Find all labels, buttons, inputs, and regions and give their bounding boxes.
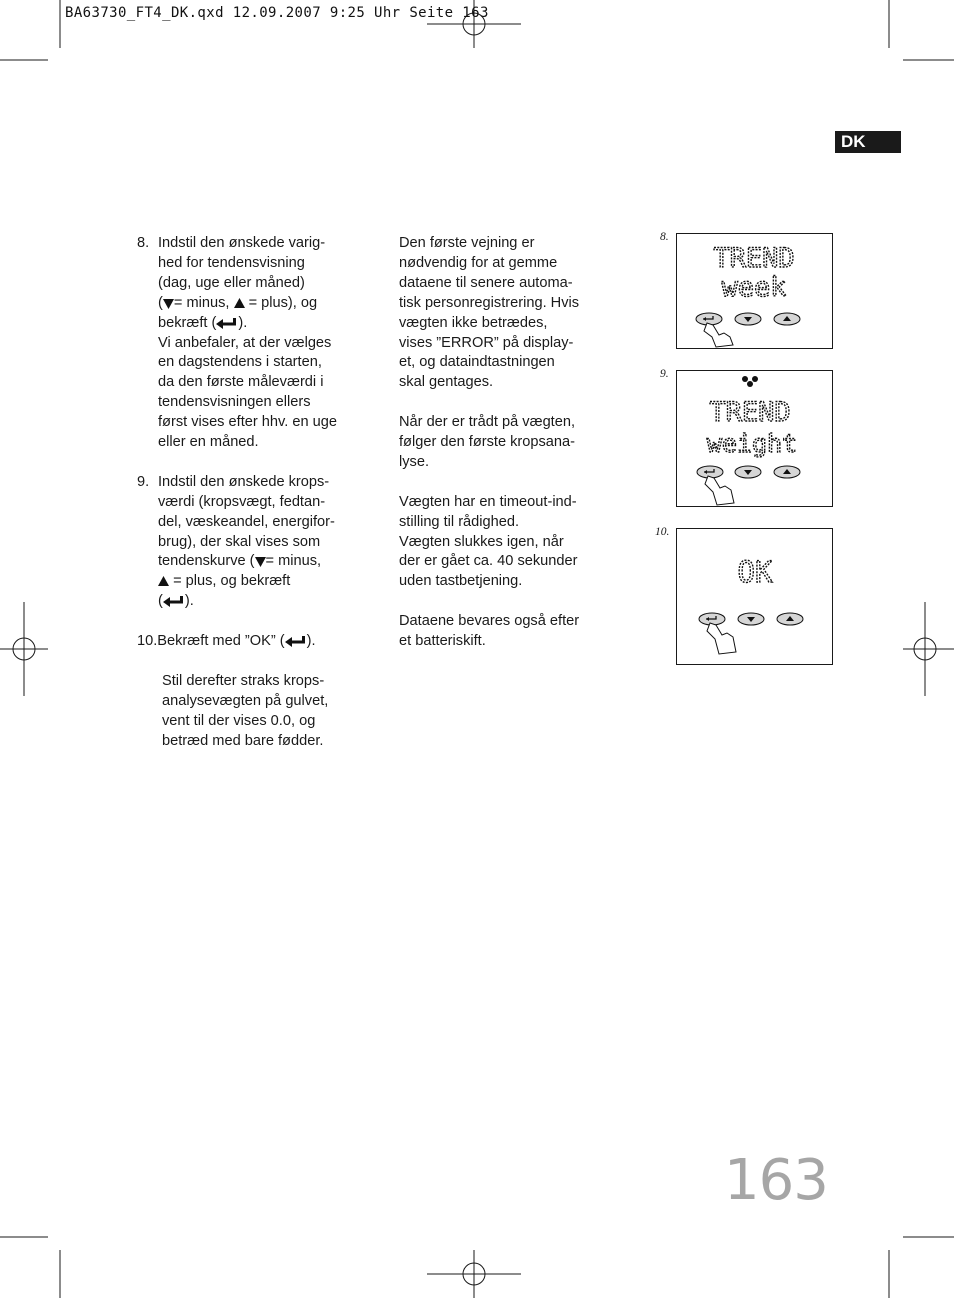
figure-label-10: 10. xyxy=(655,526,670,538)
text-line: vises ”ERROR” på display- xyxy=(399,334,574,351)
step-number: 9. xyxy=(137,473,150,490)
step-8 xyxy=(137,234,362,453)
note-line: Vi anbefaler, at der vælges xyxy=(158,334,332,351)
up-triangle-icon xyxy=(158,576,169,587)
note-line: tendensvisningen ellers xyxy=(158,394,311,411)
paragraph xyxy=(399,493,604,593)
down-triangle-icon xyxy=(163,298,174,309)
text-line: Når der er trådt på vægten, xyxy=(399,414,576,431)
down-triangle-icon xyxy=(255,556,266,567)
line-prefix: ( xyxy=(158,593,163,610)
step-line xyxy=(158,552,362,572)
plus-label: = plus), og xyxy=(248,294,318,311)
text-line: Vægten har en timeout-ind- xyxy=(399,493,577,510)
up-triangle-icon xyxy=(234,298,245,309)
display-figure-8 xyxy=(676,233,833,349)
enter-arrow-icon xyxy=(285,635,307,647)
lcd-line-1: TREND xyxy=(713,243,795,274)
text-line: Dataene bevares også efter xyxy=(399,613,580,630)
step-9 xyxy=(137,473,362,612)
step-line: del, væskeandel, energifor- xyxy=(158,513,335,530)
display-figure-9 xyxy=(676,370,833,507)
text-line: vægten ikke betrædes, xyxy=(399,314,548,331)
lcd-line-2: weight xyxy=(706,429,798,458)
text-line: et batteriskift. xyxy=(399,633,486,650)
followup-line: vent til der vises 0.0, og xyxy=(162,712,316,729)
device-buttons xyxy=(696,313,800,325)
confirm-suffix: ). xyxy=(238,314,248,331)
paragraph xyxy=(399,234,604,393)
note-line: en dagstendens i starten, xyxy=(158,354,322,371)
step-line: brug), der skal vises som xyxy=(158,533,321,550)
paragraph xyxy=(399,413,604,473)
display-figure-10 xyxy=(676,528,833,665)
paragraph xyxy=(399,612,604,652)
step-line: Indstil den ønskede varig- xyxy=(158,235,326,251)
notes-column xyxy=(399,234,604,652)
step-line xyxy=(158,314,362,334)
text-line: et, og dataindtastningen xyxy=(399,354,555,371)
text-line: dataene til senere automa- xyxy=(399,274,573,291)
print-slug: BA63730_FT4_DK.qxd 12.09.2007 9:25 Uhr Seite 163 xyxy=(65,5,489,21)
step-number: 8. xyxy=(137,235,150,251)
plus-confirm-label: = plus, og bekræft xyxy=(173,573,291,590)
text-line: uden tastbetjening. xyxy=(399,573,523,590)
step-line: hed for tendensvisning xyxy=(158,254,305,271)
text-line: følger den første kropsana- xyxy=(399,434,576,451)
figure-label-9: 9. xyxy=(660,368,669,380)
text-line: Vægten slukkes igen, når xyxy=(399,533,564,550)
note-line: eller en måned. xyxy=(158,434,259,451)
step-10-followup xyxy=(162,672,362,752)
figure-label-8: 8. xyxy=(660,231,669,243)
followup-line: betræd med bare fødder. xyxy=(162,732,324,749)
line-prefix: tendenskurve ( xyxy=(158,553,255,570)
step-10 xyxy=(137,632,362,751)
confirm-prefix: bekræft ( xyxy=(158,314,217,331)
followup-line: analysevægten på gulvet, xyxy=(162,692,329,709)
text-line: der er gået ca. 40 sekunder xyxy=(399,553,578,570)
step-10-suffix: ). xyxy=(306,633,316,650)
device-buttons xyxy=(699,613,803,625)
text-line: tisk personregistrering. Hvis xyxy=(399,294,580,311)
minus-label: = minus, xyxy=(265,553,322,570)
followup-line: Stil derefter straks krops- xyxy=(162,672,325,689)
text-line: lyse. xyxy=(399,453,430,470)
text-line: stilling til rådighed. xyxy=(399,513,520,530)
page-number: 163 xyxy=(724,1148,828,1213)
language-tab: DK xyxy=(835,131,901,153)
step-line: Indstil den ønskede krops- xyxy=(158,473,330,490)
enter-arrow-icon xyxy=(216,317,238,329)
text-line: nødvendig for at gemme xyxy=(399,254,558,271)
lcd-line-1: TREND xyxy=(709,397,791,428)
step-line xyxy=(137,632,362,652)
device-buttons xyxy=(697,466,800,478)
lcd-line-1: OK xyxy=(737,555,773,589)
enter-arrow-icon xyxy=(163,595,185,607)
minus-label: = minus, xyxy=(173,294,230,311)
instructions-column xyxy=(137,234,362,752)
note-line: da den første måleværdi i xyxy=(158,374,324,391)
step-10-prefix: 10.Bekræft med ”OK” ( xyxy=(137,633,285,650)
step-line: ( = minus, = plus), og xyxy=(158,294,318,311)
line-suffix: ). xyxy=(184,593,194,610)
step-line: (dag, uge eller måned) xyxy=(158,274,305,291)
step-line xyxy=(158,592,362,612)
text-line: skal gentages. xyxy=(399,374,494,391)
lcd-line-2: week xyxy=(721,272,787,303)
step-line xyxy=(158,572,362,592)
note-line: først vises efter hhv. en uge xyxy=(158,414,337,431)
text-line: Den første vejning er xyxy=(399,235,535,251)
step-line: værdi (kropsvægt, fedtan- xyxy=(158,493,326,510)
